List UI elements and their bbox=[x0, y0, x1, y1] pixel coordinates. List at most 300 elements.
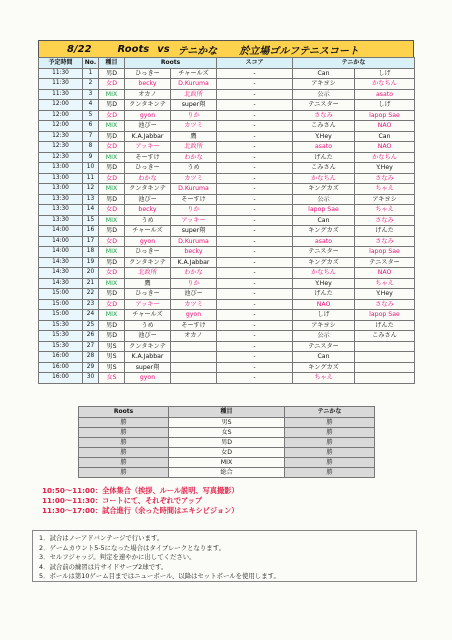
cell-type: 女S bbox=[99, 373, 125, 384]
cell-time: 12:30 bbox=[39, 131, 83, 142]
table-row bbox=[39, 299, 415, 310]
cell-no: 7 bbox=[83, 131, 99, 142]
cell-t1: Y.Hey bbox=[293, 278, 355, 289]
table-row bbox=[39, 226, 415, 237]
cell-no: 1 bbox=[83, 68, 99, 79]
cell-time: 11:30 bbox=[39, 89, 83, 100]
cell-t2: げんた bbox=[355, 226, 415, 237]
cell-t2: さなみ bbox=[355, 173, 415, 184]
cell-t2: しげ bbox=[355, 68, 415, 79]
summary-header-roots: Roots bbox=[79, 407, 169, 418]
cell-score: - bbox=[217, 341, 293, 352]
cell-r2: super翔 bbox=[171, 100, 217, 111]
cell-no: 14 bbox=[83, 205, 99, 216]
cell-r2: りか bbox=[171, 278, 217, 289]
cell-score: - bbox=[217, 173, 293, 184]
cell-type: 女D bbox=[99, 205, 125, 216]
match-sheet bbox=[38, 40, 414, 384]
cell-r2: D.Kuruma bbox=[171, 184, 217, 195]
cell-t2: かなちん bbox=[355, 79, 415, 90]
table-row bbox=[39, 110, 415, 121]
cell-time: 12:00 bbox=[39, 110, 83, 121]
schedule-line: 11:30～17:00：試合進行（余った時間はエキシビジョン） bbox=[42, 506, 239, 515]
cell-time: 14:00 bbox=[39, 226, 83, 237]
cell-r2: カツミ bbox=[171, 121, 217, 132]
summary-cell-roots: 勝 bbox=[79, 447, 169, 457]
cell-t2: アキヨシ bbox=[355, 194, 415, 205]
cell-t1: 公示 bbox=[293, 331, 355, 342]
rule-line: 5．ボールは第10ゲーム目まではニューボール、以降はセットボールを使用します。 bbox=[39, 572, 280, 581]
cell-r1: アッキー bbox=[125, 299, 171, 310]
cell-type: MIX bbox=[99, 215, 125, 226]
cell-time: 16:00 bbox=[39, 373, 83, 384]
cell-type: 男S bbox=[99, 341, 125, 352]
table-row bbox=[39, 142, 415, 153]
cell-type: MIX bbox=[99, 310, 125, 321]
cell-r2: そーすけ bbox=[171, 194, 217, 205]
cell-r1: アッキー bbox=[125, 142, 171, 153]
cell-r2: りか bbox=[171, 205, 217, 216]
cell-score: - bbox=[217, 152, 293, 163]
header-no: No. bbox=[83, 58, 99, 69]
cell-t1: テニスター bbox=[293, 341, 355, 352]
cell-score: - bbox=[217, 289, 293, 300]
cell-r1: super翔 bbox=[125, 362, 171, 373]
cell-t2: げんた bbox=[355, 320, 415, 331]
cell-type: MIX bbox=[99, 152, 125, 163]
cell-r1: わかな bbox=[125, 173, 171, 184]
cell-score: - bbox=[217, 79, 293, 90]
title-date: 8/22 bbox=[67, 43, 92, 55]
cell-no: 12 bbox=[83, 184, 99, 195]
cell-type: MIX bbox=[99, 184, 125, 195]
cell-time: 11:30 bbox=[39, 79, 83, 90]
table-row bbox=[39, 278, 415, 289]
cell-t1: Can bbox=[293, 68, 355, 79]
cell-time: 15:30 bbox=[39, 320, 83, 331]
cell-t1: こみさん bbox=[293, 163, 355, 174]
cell-no: 29 bbox=[83, 362, 99, 373]
cell-t2 bbox=[355, 362, 415, 373]
cell-r1: 池ぴー bbox=[125, 121, 171, 132]
cell-t1: キングカズ bbox=[293, 226, 355, 237]
cell-score: - bbox=[217, 320, 293, 331]
table-row bbox=[39, 184, 415, 195]
table-row bbox=[39, 100, 415, 111]
cell-type: 男D bbox=[99, 194, 125, 205]
cell-r1: クンタキンテ bbox=[125, 257, 171, 268]
table-row bbox=[39, 352, 415, 363]
cell-no: 3 bbox=[83, 89, 99, 100]
cell-r1: 鷹 bbox=[125, 278, 171, 289]
summary-row bbox=[79, 437, 375, 447]
cell-no: 6 bbox=[83, 121, 99, 132]
cell-time: 15:00 bbox=[39, 310, 83, 321]
cell-score: - bbox=[217, 257, 293, 268]
rule-line: 3．セルフジャッジ。判定を速やかに出してください。 bbox=[39, 553, 196, 562]
cell-time: 13:30 bbox=[39, 194, 83, 205]
table-row bbox=[39, 320, 415, 331]
cell-no: 10 bbox=[83, 163, 99, 174]
cell-time: 13:00 bbox=[39, 163, 83, 174]
cell-t2: NAO bbox=[355, 268, 415, 279]
cell-type: 男D bbox=[99, 100, 125, 111]
cell-score: - bbox=[217, 268, 293, 279]
summary-header-row bbox=[79, 407, 375, 418]
summary-cell-roots: 勝 bbox=[79, 437, 169, 447]
cell-r2: カツミ bbox=[171, 299, 217, 310]
cell-r2: チャールズ bbox=[171, 68, 217, 79]
cell-r1: ひっきー bbox=[125, 68, 171, 79]
summary-cell-type: 総合 bbox=[169, 467, 285, 477]
cell-r2 bbox=[171, 373, 217, 384]
cell-type: MIX bbox=[99, 247, 125, 258]
cell-type: 男S bbox=[99, 352, 125, 363]
cell-r1: そーすけ bbox=[125, 152, 171, 163]
cell-r2 bbox=[171, 362, 217, 373]
header-time: 予定時間 bbox=[39, 58, 83, 69]
cell-t2: ちゃえ bbox=[355, 184, 415, 195]
cell-r1: gyon bbox=[125, 373, 171, 384]
cell-score: - bbox=[217, 310, 293, 321]
cell-type: MIX bbox=[99, 121, 125, 132]
cell-time: 12:00 bbox=[39, 100, 83, 111]
cell-time: 15:30 bbox=[39, 341, 83, 352]
cell-type: 男S bbox=[99, 362, 125, 373]
schedule-line: 10:50～11:00：全体集合（挨拶、ルール説明、写真撮影） bbox=[42, 486, 239, 495]
cell-r1: クンタキンテ bbox=[125, 100, 171, 111]
cell-type: 男D bbox=[99, 131, 125, 142]
cell-time: 14:00 bbox=[39, 236, 83, 247]
cell-r1: クンタキンテ bbox=[125, 341, 171, 352]
table-row bbox=[39, 173, 415, 184]
cell-t1: アキヨシ bbox=[293, 320, 355, 331]
summary-cell-type: MIX bbox=[169, 457, 285, 467]
header-roots: Roots bbox=[125, 58, 217, 69]
cell-score: - bbox=[217, 226, 293, 237]
cell-t1: キングカズ bbox=[293, 362, 355, 373]
cell-type: 男D bbox=[99, 68, 125, 79]
table-row bbox=[39, 163, 415, 174]
summary-cell-tenikana: 勝 bbox=[285, 427, 375, 437]
cell-type: 女D bbox=[99, 268, 125, 279]
cell-r1: K.A.Jabbar bbox=[125, 131, 171, 142]
cell-r1: K.A.Jabbar bbox=[125, 352, 171, 363]
cell-no: 21 bbox=[83, 278, 99, 289]
cell-r2 bbox=[171, 341, 217, 352]
cell-time: 12:30 bbox=[39, 142, 83, 153]
title-team2: テニかな bbox=[177, 45, 218, 57]
cell-time: 13:00 bbox=[39, 184, 83, 195]
cell-no: 17 bbox=[83, 236, 99, 247]
cell-time: 12:30 bbox=[39, 152, 83, 163]
cell-r1: ひっきー bbox=[125, 289, 171, 300]
schedule-notes bbox=[42, 486, 239, 516]
cell-no: 20 bbox=[83, 268, 99, 279]
cell-r2: D.Kuruma bbox=[171, 236, 217, 247]
cell-no: 11 bbox=[83, 173, 99, 184]
sheet-title bbox=[38, 40, 414, 57]
cell-time: 15:00 bbox=[39, 299, 83, 310]
table-row bbox=[39, 341, 415, 352]
cell-no: 27 bbox=[83, 341, 99, 352]
schedule-line: 11:00～11:30：コートにて、それぞれでアップ bbox=[42, 496, 203, 505]
cell-time: 14:30 bbox=[39, 257, 83, 268]
cell-t1: こみさん bbox=[293, 121, 355, 132]
cell-score: - bbox=[217, 215, 293, 226]
cell-no: 18 bbox=[83, 247, 99, 258]
cell-time: 13:30 bbox=[39, 205, 83, 216]
cell-score: - bbox=[217, 299, 293, 310]
cell-t2: かなちん bbox=[355, 152, 415, 163]
summary-cell-roots: 勝 bbox=[79, 427, 169, 437]
summary-cell-tenikana: 勝 bbox=[285, 437, 375, 447]
cell-type: 女D bbox=[99, 79, 125, 90]
table-row bbox=[39, 89, 415, 100]
table-row bbox=[39, 247, 415, 258]
cell-t1: キングカズ bbox=[293, 257, 355, 268]
table-header-row bbox=[39, 58, 415, 69]
cell-t2: Y.Hey bbox=[355, 163, 415, 174]
cell-r1: gyon bbox=[125, 110, 171, 121]
cell-r2: becky bbox=[171, 247, 217, 258]
rules-box bbox=[32, 530, 417, 582]
cell-t1: ちゃえ bbox=[293, 373, 355, 384]
summary-cell-roots: 勝 bbox=[79, 457, 169, 467]
cell-no: 23 bbox=[83, 299, 99, 310]
cell-score: - bbox=[217, 68, 293, 79]
cell-r2: うめ bbox=[171, 163, 217, 174]
cell-r2: カツミ bbox=[171, 173, 217, 184]
cell-no: 22 bbox=[83, 289, 99, 300]
cell-type: 男D bbox=[99, 320, 125, 331]
table-row bbox=[39, 268, 415, 279]
cell-score: - bbox=[217, 205, 293, 216]
cell-time: 13:00 bbox=[39, 173, 83, 184]
cell-type: 男D bbox=[99, 163, 125, 174]
cell-t2 bbox=[355, 352, 415, 363]
cell-score: - bbox=[217, 247, 293, 258]
cell-no: 30 bbox=[83, 373, 99, 384]
cell-type: 女D bbox=[99, 236, 125, 247]
cell-time: 16:00 bbox=[39, 352, 83, 363]
cell-t1: さなみ bbox=[293, 110, 355, 121]
cell-t2: NAO bbox=[355, 121, 415, 132]
cell-r2: gyon bbox=[171, 310, 217, 321]
cell-t1: げんた bbox=[293, 152, 355, 163]
cell-score: - bbox=[217, 373, 293, 384]
table-row bbox=[39, 205, 415, 216]
cell-no: 5 bbox=[83, 110, 99, 121]
summary-header-tenikana: テニかな bbox=[285, 407, 375, 418]
cell-t2 bbox=[355, 341, 415, 352]
cell-t1: かなちん bbox=[293, 173, 355, 184]
rule-line: 4．試合前の練習は片サイドサーブ2球です。 bbox=[39, 562, 168, 571]
cell-no: 9 bbox=[83, 152, 99, 163]
table-row bbox=[39, 331, 415, 342]
cell-t2: ちゃえ bbox=[355, 205, 415, 216]
cell-t2: テニスター bbox=[355, 257, 415, 268]
cell-r2: わかな bbox=[171, 152, 217, 163]
cell-score: - bbox=[217, 131, 293, 142]
cell-r1: gyon bbox=[125, 236, 171, 247]
cell-type: MIX bbox=[99, 89, 125, 100]
cell-t2: NAO bbox=[355, 142, 415, 153]
cell-no: 15 bbox=[83, 215, 99, 226]
cell-t1: アキヨシ bbox=[293, 79, 355, 90]
cell-r2: りか bbox=[171, 110, 217, 121]
cell-score: - bbox=[217, 89, 293, 100]
summary-cell-type: 女S bbox=[169, 427, 285, 437]
cell-score: - bbox=[217, 331, 293, 342]
cell-type: MIX bbox=[99, 278, 125, 289]
title-team1: Roots bbox=[117, 43, 150, 55]
cell-t2: asato bbox=[355, 89, 415, 100]
cell-time: 15:30 bbox=[39, 331, 83, 342]
header-type: 種目 bbox=[99, 58, 125, 69]
cell-score: - bbox=[217, 278, 293, 289]
cell-t2: Can bbox=[355, 131, 415, 142]
cell-t2: ちゃえ bbox=[355, 278, 415, 289]
cell-no: 25 bbox=[83, 320, 99, 331]
cell-type: 女D bbox=[99, 173, 125, 184]
cell-type: 女D bbox=[99, 110, 125, 121]
cell-r1: 池ぴー bbox=[125, 331, 171, 342]
table-row bbox=[39, 257, 415, 268]
cell-t1: lapop Sae bbox=[293, 205, 355, 216]
table-row bbox=[39, 289, 415, 300]
summary-cell-roots: 勝 bbox=[79, 417, 169, 427]
cell-t2: しげ bbox=[355, 100, 415, 111]
summary-row bbox=[79, 417, 375, 427]
cell-t2: lapop Sae bbox=[355, 247, 415, 258]
summary-cell-tenikana: 勝 bbox=[285, 467, 375, 477]
cell-score: - bbox=[217, 184, 293, 195]
cell-t2: さなみ bbox=[355, 236, 415, 247]
summary-row bbox=[79, 427, 375, 437]
table-row bbox=[39, 79, 415, 90]
cell-t1: Can bbox=[293, 215, 355, 226]
cell-r2: わかな bbox=[171, 268, 217, 279]
summary-cell-tenikana: 勝 bbox=[285, 457, 375, 467]
cell-t1: NAO bbox=[293, 299, 355, 310]
table-row bbox=[39, 215, 415, 226]
cell-r1: becky bbox=[125, 79, 171, 90]
cell-t1: かなちん bbox=[293, 268, 355, 279]
cell-t2 bbox=[355, 373, 415, 384]
cell-time: 12:00 bbox=[39, 121, 83, 132]
cell-r2: D.Kuruma bbox=[171, 79, 217, 90]
cell-score: - bbox=[217, 110, 293, 121]
cell-t2: さなみ bbox=[355, 215, 415, 226]
cell-time: 11:30 bbox=[39, 68, 83, 79]
table-row bbox=[39, 68, 415, 79]
title-venue: 於立場ゴルフテニスコート bbox=[239, 45, 359, 57]
cell-r1: ひっきー bbox=[125, 247, 171, 258]
summary-cell-type: 男S bbox=[169, 417, 285, 427]
cell-score: - bbox=[217, 362, 293, 373]
cell-no: 13 bbox=[83, 194, 99, 205]
cell-r2: K.A.Jabbar bbox=[171, 257, 217, 268]
cell-t1: 公示 bbox=[293, 194, 355, 205]
cell-no: 28 bbox=[83, 352, 99, 363]
cell-t1: キングカズ bbox=[293, 184, 355, 195]
cell-t1: Can bbox=[293, 352, 355, 363]
summary-cell-type: 女D bbox=[169, 447, 285, 457]
cell-score: - bbox=[217, 100, 293, 111]
table-row bbox=[39, 121, 415, 132]
summary-cell-tenikana: 勝 bbox=[285, 417, 375, 427]
summary-header-type: 種目 bbox=[169, 407, 285, 418]
cell-no: 4 bbox=[83, 100, 99, 111]
cell-r2: 北政所 bbox=[171, 142, 217, 153]
summary-cell-tenikana: 勝 bbox=[285, 447, 375, 457]
cell-type: 男D bbox=[99, 257, 125, 268]
cell-t2: lapop Sae bbox=[355, 110, 415, 121]
cell-t2: さなみ bbox=[355, 299, 415, 310]
summary-row bbox=[79, 467, 375, 477]
table-row bbox=[39, 373, 415, 384]
cell-t2: こみさん bbox=[355, 331, 415, 342]
cell-score: - bbox=[217, 194, 293, 205]
cell-score: - bbox=[217, 142, 293, 153]
table-row bbox=[39, 194, 415, 205]
cell-t1: テニスター bbox=[293, 100, 355, 111]
cell-score: - bbox=[217, 236, 293, 247]
cell-time: 16:00 bbox=[39, 362, 83, 373]
cell-r1: 北政所 bbox=[125, 268, 171, 279]
cell-r1: うめ bbox=[125, 215, 171, 226]
cell-r2 bbox=[171, 352, 217, 363]
title-vs: vs bbox=[157, 43, 170, 55]
cell-t1: しげ bbox=[293, 310, 355, 321]
table-row bbox=[39, 310, 415, 321]
cell-t1: げんた bbox=[293, 289, 355, 300]
cell-type: 男D bbox=[99, 331, 125, 342]
cell-r2: そーすけ bbox=[171, 320, 217, 331]
rule-line: 1．試合はノーアドバンテージで行います。 bbox=[39, 534, 164, 542]
header-score: スコア bbox=[217, 58, 293, 69]
cell-t1: 公示 bbox=[293, 89, 355, 100]
cell-time: 15:00 bbox=[39, 289, 83, 300]
cell-score: - bbox=[217, 352, 293, 363]
cell-r1: 池ぴー bbox=[125, 194, 171, 205]
table-row bbox=[39, 131, 415, 142]
cell-t1: asato bbox=[293, 142, 355, 153]
table-row bbox=[39, 236, 415, 247]
cell-time: 14:00 bbox=[39, 247, 83, 258]
cell-type: 女D bbox=[99, 142, 125, 153]
cell-r2: 北政所 bbox=[171, 89, 217, 100]
cell-t1: asato bbox=[293, 236, 355, 247]
cell-r1: うめ bbox=[125, 320, 171, 331]
cell-no: 2 bbox=[83, 79, 99, 90]
cell-score: - bbox=[217, 121, 293, 132]
table-row bbox=[39, 362, 415, 373]
cell-no: 19 bbox=[83, 257, 99, 268]
cell-r1: becky bbox=[125, 205, 171, 216]
cell-r2: アッキー bbox=[171, 215, 217, 226]
summary-cell-type: 男D bbox=[169, 437, 285, 447]
summary-row bbox=[79, 457, 375, 467]
cell-time: 14:30 bbox=[39, 268, 83, 279]
cell-type: 男D bbox=[99, 289, 125, 300]
cell-r2: 池ぴー bbox=[171, 289, 217, 300]
match-table bbox=[38, 57, 415, 384]
rule-line: 2．ゲームカウント5-5になった場合はタイブレークとなります。 bbox=[39, 543, 225, 552]
cell-r1: チャールズ bbox=[125, 226, 171, 237]
cell-time: 14:30 bbox=[39, 278, 83, 289]
